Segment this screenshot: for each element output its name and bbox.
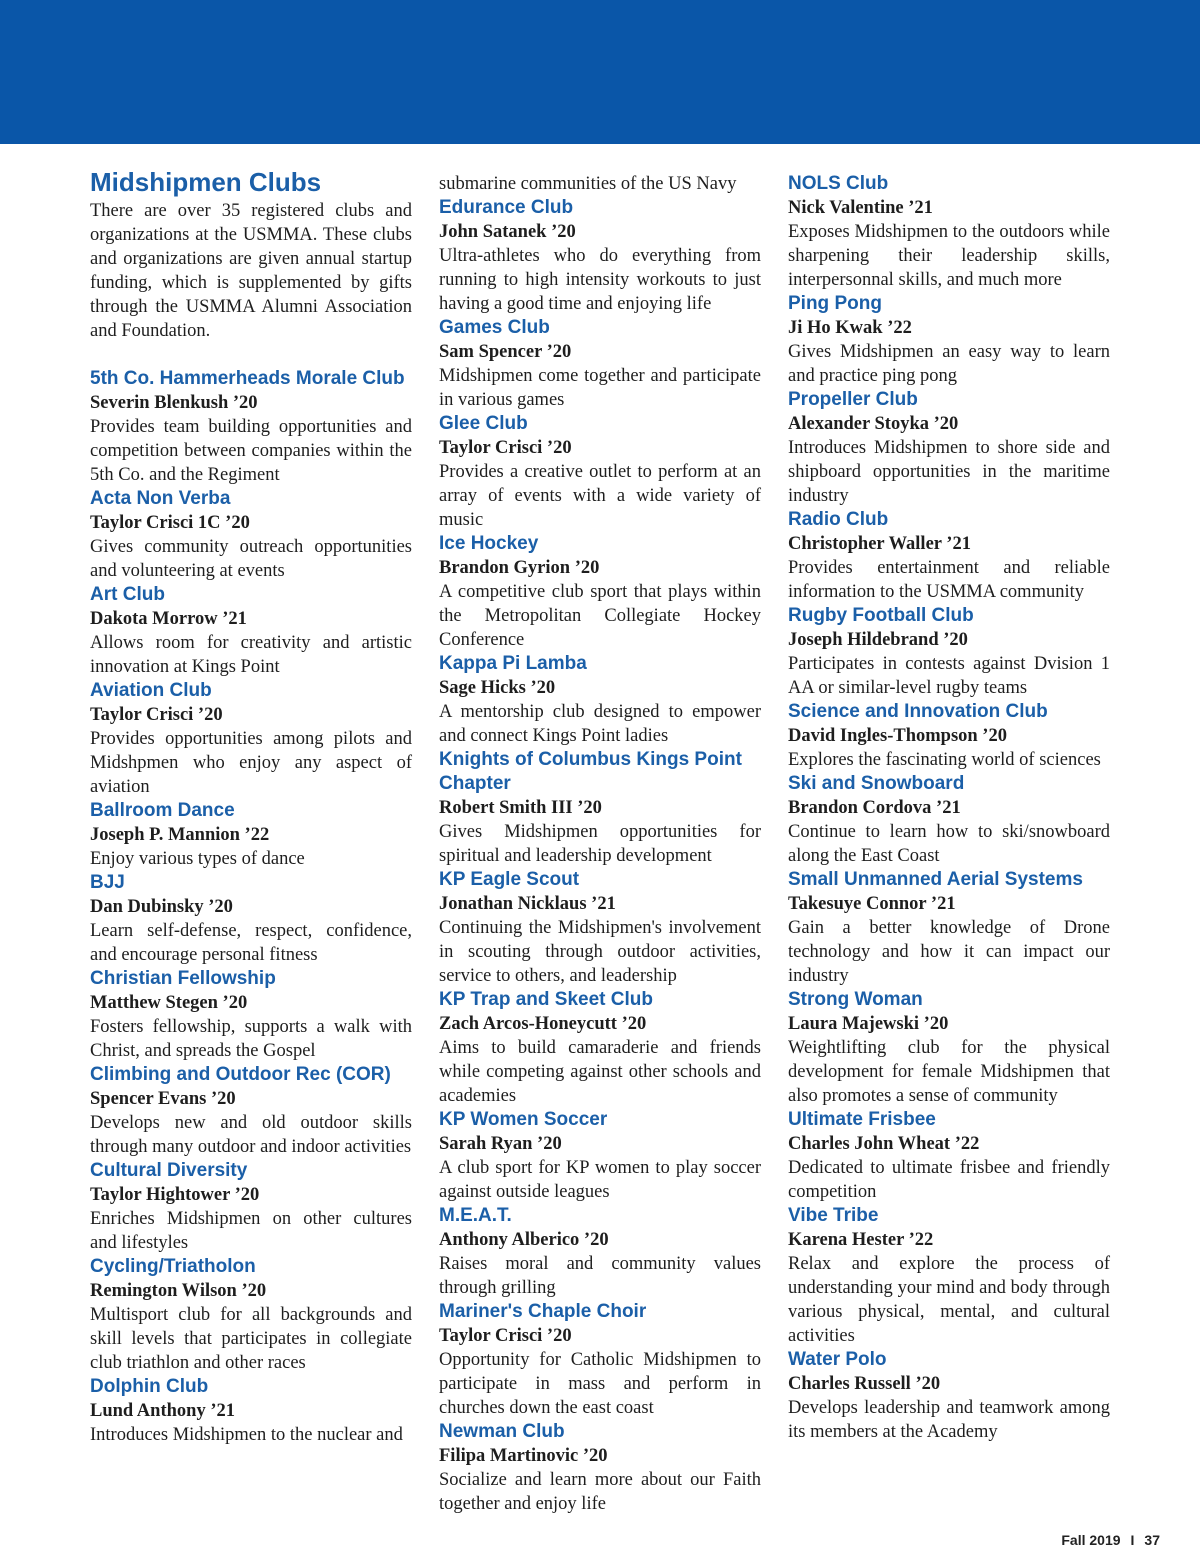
page-title: Midshipmen Clubs (90, 167, 322, 197)
club-description: Gives Midshipmen an easy way to learn and practice ping pong (788, 342, 1110, 386)
club-name: KP Women Soccer (439, 1109, 608, 1130)
club-name: Mariner's Chaple Choir (439, 1301, 647, 1322)
club-description: Enjoy various types of dance (90, 849, 305, 869)
club-description: Provides a creative outlet to perform at an array of events with a wide variety of music (439, 462, 761, 530)
club-leader: Lund Anthony ’21 (90, 1401, 235, 1421)
club-leader: Zach Arcos-Honeycutt ’20 (439, 1014, 647, 1034)
club-name: Ping Pong (788, 293, 882, 314)
club-leader: Severin Blenkush ’20 (90, 393, 258, 413)
club-entry (439, 1420, 761, 1516)
club-name: NOLS Club (788, 173, 889, 194)
club-description: Fosters fellowship, supports a walk with Christ, and spreads the Gospel (90, 1017, 412, 1061)
club-description: Relax and explore the process of understanding your mind and body through various physical, mental, and cultural activities (788, 1254, 1110, 1346)
club-entry (439, 196, 761, 316)
club-leader: Anthony Alberico ’20 (439, 1230, 609, 1250)
club-entry (90, 1063, 412, 1159)
club-leader: Brandon Cordova ’21 (788, 798, 961, 818)
club-description: Ultra-athletes who do everything from running to high intensity workouts to just having a good time and enjoying life (439, 246, 761, 314)
club-leader: Sage Hicks ’20 (439, 678, 556, 698)
club-name: Acta Non Verba (90, 488, 231, 509)
club-leader: Spencer Evans ’20 (90, 1089, 236, 1109)
club-description: Explores the fascinating world of sciences (788, 750, 1101, 770)
club-name: Rugby Football Club (788, 605, 974, 626)
club-leader: Joseph P. Mannion ’22 (90, 825, 270, 845)
page-footer (1061, 1532, 1160, 1548)
club-entry (788, 988, 1110, 1108)
club-entry (788, 868, 1110, 988)
club-name: Radio Club (788, 509, 889, 530)
club-entry (90, 367, 412, 487)
continued-text: submarine communities of the US Navy (439, 174, 737, 194)
club-name: Knights of Columbus Kings Point Chapter (439, 749, 742, 794)
club-entry (90, 799, 412, 871)
club-entry (439, 1108, 761, 1204)
club-leader: Taylor Crisci ’20 (439, 438, 572, 458)
club-entry (788, 604, 1110, 700)
club-name: Ultimate Frisbee (788, 1109, 936, 1130)
club-description: A club sport for KP women to play soccer against outside leagues (439, 1158, 761, 1202)
club-entry (788, 1108, 1110, 1204)
club-name: Science and Innovation Club (788, 701, 1048, 722)
club-name: Propeller Club (788, 389, 918, 410)
footer-separator: I (1130, 1532, 1135, 1548)
page-number: 37 (1144, 1532, 1160, 1548)
club-leader: Laura Majewski ’20 (788, 1014, 949, 1034)
club-description: Provides team building opportunities and competition between companies within the 5th Co. and the Regiment (90, 417, 412, 485)
club-leader: David Ingles-Thompson ’20 (788, 726, 1007, 746)
club-description: Learn self-defense, respect, confidence, and encourage personal fitness (90, 921, 412, 965)
club-leader: Remington Wilson ’20 (90, 1281, 267, 1301)
club-name: Kappa Pi Lamba (439, 653, 587, 674)
club-entry (90, 487, 412, 583)
club-leader: Brandon Gyrion ’20 (439, 558, 600, 578)
club-entry (439, 652, 761, 748)
club-entry (788, 292, 1110, 388)
club-leader: Karena Hester ’22 (788, 1230, 934, 1250)
club-leader: Charles John Wheat ’22 (788, 1134, 980, 1154)
header-banner (0, 0, 1200, 144)
club-entry (439, 988, 761, 1108)
club-entry (90, 871, 412, 967)
club-entry (90, 1375, 412, 1447)
column-3 (788, 172, 1110, 1444)
club-description: Participates in contests against Dvision 1 AA or similar-level rugby teams (788, 654, 1110, 698)
club-name: Art Club (90, 584, 165, 605)
club-leader: Jonathan Nicklaus ’21 (439, 894, 616, 914)
club-name: Christian Fellowship (90, 968, 276, 989)
club-name: Cycling/Triatholon (90, 1256, 256, 1277)
club-description: Continue to learn how to ski/snowboard along the East Coast (788, 822, 1110, 866)
club-entry (439, 532, 761, 652)
club-entry (439, 316, 761, 412)
club-entry (90, 1255, 412, 1375)
club-name: KP Eagle Scout (439, 869, 580, 890)
club-name: Cultural Diversity (90, 1160, 248, 1181)
club-entry (788, 1204, 1110, 1348)
club-description: Gain a better knowledge of Drone technology and how it can impact our industry (788, 918, 1110, 986)
club-leader: Joseph Hildebrand ’20 (788, 630, 968, 650)
club-entry (788, 388, 1110, 508)
club-name: Strong Woman (788, 989, 923, 1010)
club-description: Socialize and learn more about our Faith together and enjoy life (439, 1470, 761, 1514)
club-description: Exposes Midshipmen to the outdoors while sharpening their leadership skills, interpersonnal skills, and much more (788, 222, 1110, 290)
club-name: 5th Co. Hammerheads Morale Club (90, 368, 405, 389)
club-description: Dedicated to ultimate frisbee and friendly competition (788, 1158, 1110, 1202)
club-entry (439, 1204, 761, 1300)
column-2 (439, 172, 761, 1516)
club-entry (90, 679, 412, 799)
club-name: Vibe Tribe (788, 1205, 879, 1226)
club-entry (788, 172, 1110, 292)
club-leader: Christopher Waller ’21 (788, 534, 971, 554)
club-name: Climbing and Outdoor Rec (COR) (90, 1064, 391, 1085)
club-name: BJJ (90, 872, 125, 893)
club-leader: Taylor Crisci 1C ’20 (90, 513, 250, 533)
club-leader: John Satanek ’20 (439, 222, 576, 242)
club-entry (90, 583, 412, 679)
club-description: Develops leadership and teamwork among its members at the Academy (788, 1398, 1110, 1442)
club-entry (788, 700, 1110, 772)
club-description: Gives Midshipmen opportunities for spiritual and leadership development (439, 822, 761, 866)
club-leader: Taylor Crisci ’20 (439, 1326, 572, 1346)
club-leader: Filipa Martinovic ’20 (439, 1446, 608, 1466)
club-name: Glee Club (439, 413, 528, 434)
club-name: Games Club (439, 317, 550, 338)
club-description: A mentorship club designed to empower and connect Kings Point ladies (439, 702, 761, 746)
club-leader: Sam Spencer ’20 (439, 342, 572, 362)
club-leader: Nick Valentine ’21 (788, 198, 933, 218)
club-name: Aviation Club (90, 680, 212, 701)
club-leader: Charles Russell ’20 (788, 1374, 941, 1394)
club-description: Provides opportunities among pilots and Midshpmen who enjoy any aspect of aviation (90, 729, 412, 797)
club-entry (439, 1300, 761, 1420)
issue-label: Fall 2019 (1061, 1532, 1121, 1548)
club-leader: Alexander Stoyka ’20 (788, 414, 959, 434)
club-description: Enriches Midshipmen on other cultures and lifestyles (90, 1209, 412, 1253)
club-entry (90, 967, 412, 1063)
club-description: Midshipmen come together and participate in various games (439, 366, 761, 410)
club-name: M.E.A.T. (439, 1205, 512, 1226)
club-entry (788, 1348, 1110, 1444)
club-description: Aims to build camaraderie and friends while competing against other schools and academies (439, 1038, 761, 1106)
club-description: Develops new and old outdoor skills through many outdoor and indoor activities (90, 1113, 412, 1157)
club-name: Water Polo (788, 1349, 887, 1370)
club-entry (788, 508, 1110, 604)
club-leader: Sarah Ryan ’20 (439, 1134, 562, 1154)
club-description: Introduces Midshipmen to shore side and shipboard opportunities in the maritime industry (788, 438, 1110, 506)
club-name: Edurance Club (439, 197, 574, 218)
club-description: Opportunity for Catholic Midshipmen to participate in mass and perform in churches down the east coast (439, 1350, 761, 1418)
club-description: Gives community outreach opportunities and volunteering at events (90, 537, 412, 581)
club-name: Small Unmanned Aerial Systems (788, 869, 1083, 890)
club-name: Ski and Snowboard (788, 773, 965, 794)
club-name: Ballroom Dance (90, 800, 235, 821)
column-1 (90, 166, 412, 1447)
club-name: Newman Club (439, 1421, 565, 1442)
club-description: Raises moral and community values through grilling (439, 1254, 761, 1298)
club-description: Introduces Midshipmen to the nuclear and (90, 1425, 403, 1445)
club-leader: Taylor Crisci ’20 (90, 705, 223, 725)
club-description: Multisport club for all backgrounds and skill levels that participates in collegiate club triathlon and other races (90, 1305, 412, 1373)
club-leader: Ji Ho Kwak ’22 (788, 318, 912, 338)
club-list (788, 172, 1110, 1444)
club-name: KP Trap and Skeet Club (439, 989, 653, 1010)
club-entry (439, 412, 761, 532)
club-leader: Dan Dubinsky ’20 (90, 897, 233, 917)
club-name: Ice Hockey (439, 533, 539, 554)
club-entry (439, 868, 761, 988)
club-leader: Matthew Stegen ’20 (90, 993, 248, 1013)
club-description: Allows room for creativity and artistic innovation at Kings Point (90, 633, 412, 677)
club-leader: Taylor Hightower ’20 (90, 1185, 260, 1205)
club-description: Continuing the Midshipmen's involvement in scouting through outdoor activities, service to others, and leadership (439, 918, 761, 986)
club-leader: Takesuye Connor ’21 (788, 894, 956, 914)
intro-paragraph: There are over 35 registered clubs and organizations at the USMMA. These clubs and organizations are given annual startup funding, which is supplemented by gifts through the USMMA Alumni Association and Foundation. (90, 201, 412, 341)
club-description: A competitive club sport that plays within the Metropolitan Collegiate Hockey Conference (439, 582, 761, 650)
club-entry (90, 1159, 412, 1255)
club-list (439, 196, 761, 1516)
club-description: Weightlifting club for the physical development for female Midshipmen that also promotes a sense of community (788, 1038, 1110, 1106)
club-description: Provides entertainment and reliable information to the USMMA community (788, 558, 1110, 602)
club-entry (788, 772, 1110, 868)
club-entry (439, 748, 761, 868)
club-leader: Robert Smith III ’20 (439, 798, 602, 818)
club-list (90, 367, 412, 1447)
club-name: Dolphin Club (90, 1376, 209, 1397)
club-leader: Dakota Morrow ’21 (90, 609, 247, 629)
